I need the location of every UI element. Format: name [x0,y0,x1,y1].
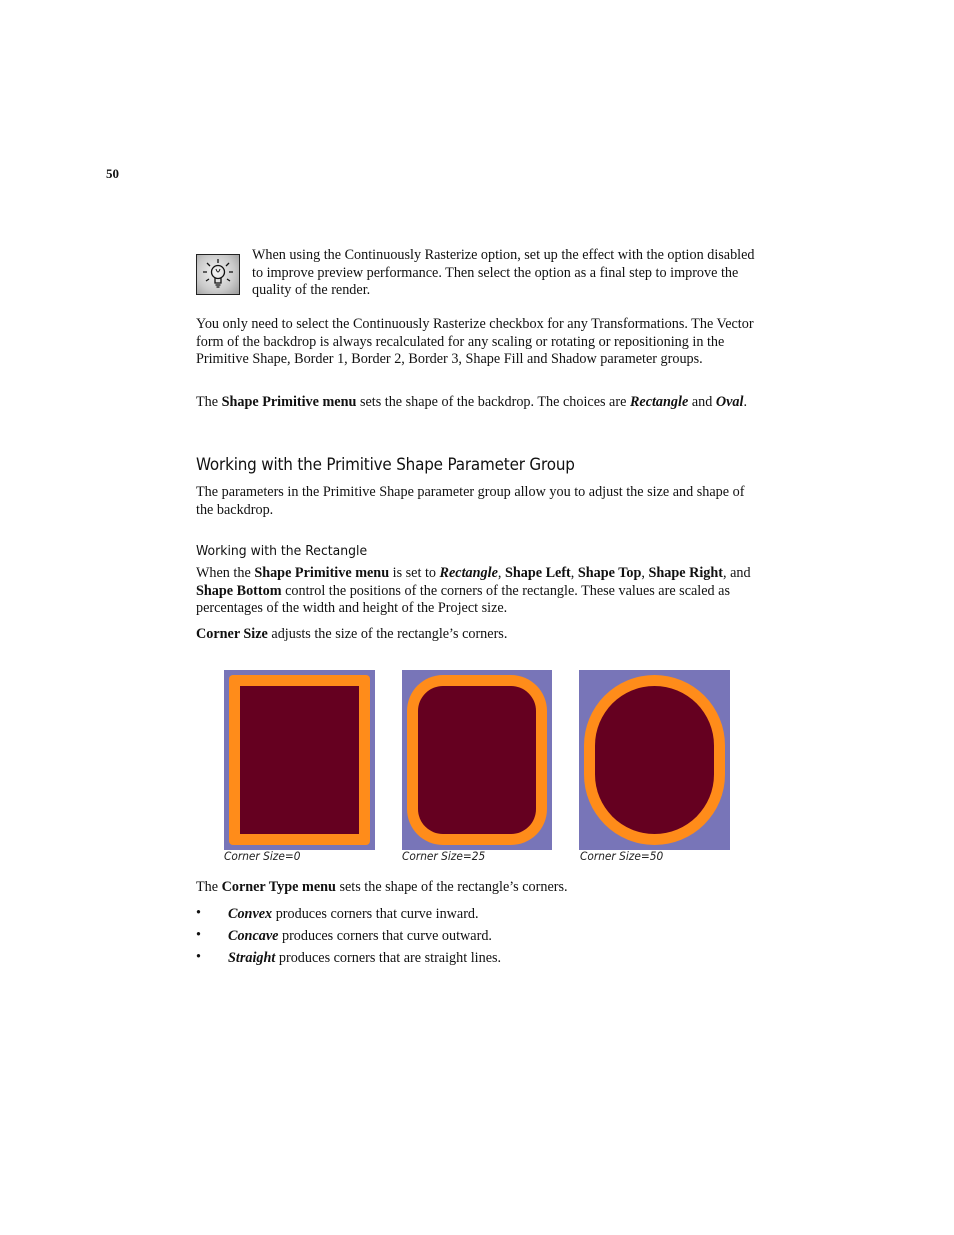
caption-corner-size-50: Corner Size=50 [580,849,664,863]
page-number: 50 [106,166,119,181]
list-item-straight: Straight produces corners that are straight lines. [228,950,502,966]
rounded-rectangle-fill [418,686,536,834]
tip-text: When using the Continuously Rasterize option, set up the effect with the option disabled to improve preview performance. Then select the option as a final step to improve the quality of the render. [252,247,755,298]
oval-rectangle-border [584,675,725,845]
figure-corner-size-25 [402,670,552,850]
rounded-rectangle-border [407,675,547,845]
list-item-convex: Convex produces corners that curve inward. [228,906,479,922]
caption-corner-size-0: Corner Size=0 [224,849,301,863]
rectangle-fill [240,686,359,834]
heading-primitive-shape-group: Working with the Primitive Shape Parameter Group [196,455,575,474]
heading-working-with-rectangle: Working with the Rectangle [196,543,368,559]
figure-corner-size-50 [579,670,730,850]
caption-corner-size-25: Corner Size=25 [402,849,486,863]
paragraph-corner-size: Corner Size adjusts the size of the rectangle’s corners. [196,626,508,642]
lightbulb-icon [196,254,240,295]
bullet-marker: • [196,905,201,921]
bullet-marker: • [196,949,201,965]
paragraph-corner-type-menu: The Corner Type menu sets the shape of the rectangle’s corners. [196,879,568,895]
bullet-marker: • [196,927,201,943]
paragraph-rectangle-controls: When the Shape Primitive menu is set to Rectangle, Shape Left, Shape Top, Shape Right, and Shape Bottom control the positions of the corners of the rectangle. These values are scaled as percentages of the width and height of the Project size. [196,565,751,616]
paragraph-continuously-rasterize: You only need to select the Continuously Rasterize checkbox for any Transformations. The Vector form of the backdrop is always recalculated for any scaling or rotating or repositioning in the Primitive Shape, Border 1, Border 2, Border 3, Shape Fill and Shadow parameter groups. [196,316,754,367]
rectangle-border [229,675,370,845]
oval-rectangle-fill [595,686,714,834]
paragraph-shape-primitive-menu: The Shape Primitive menu sets the shape of the backdrop. The choices are Rectangle and Oval. [196,394,747,410]
list-item-concave: Concave produces corners that curve outward. [228,928,492,944]
figure-corner-size-0 [224,670,375,850]
paragraph-primitive-shape-intro: The parameters in the Primitive Shape parameter group allow you to adjust the size and shape of the backdrop. [196,484,745,518]
